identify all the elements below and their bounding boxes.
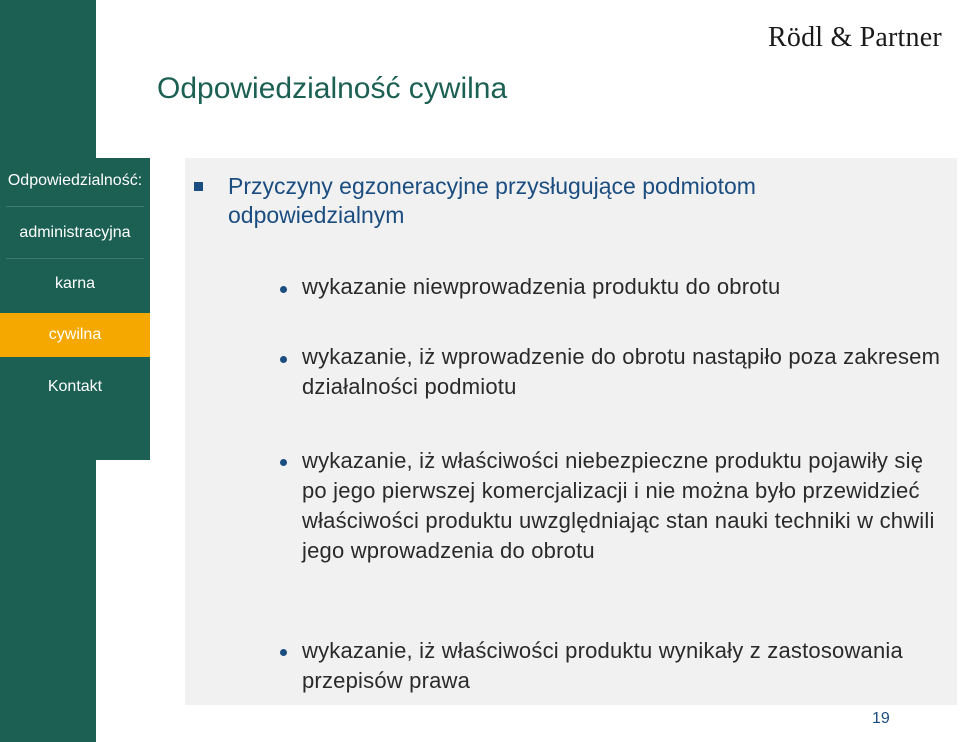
- content-panel: [185, 158, 957, 705]
- page-title: Odpowiedzialność cywilna: [157, 72, 508, 105]
- page-number: 19: [872, 710, 890, 727]
- sidebar-item-karna[interactable]: karna: [54, 275, 96, 292]
- bullet-dot-icon: [280, 356, 287, 363]
- bullet-dot-icon: [280, 459, 287, 466]
- sidebar-item-administracyjna[interactable]: administracyjna: [19, 224, 131, 241]
- sidebar-item-cywilna[interactable]: cywilna: [0, 313, 150, 357]
- nav-divider: [6, 206, 144, 207]
- bullet-dot-icon: [280, 649, 287, 656]
- list-item: wykazanie, iż właściwości niebezpieczne produktu pojawiły się po jego pierwszej komercjalizacji i nie można było przewidzieć właściwości produktu uwzględniając stan nauki techniki w chwili jego wprowadzenia do obrotu: [302, 448, 935, 563]
- square-bullet-icon: [194, 182, 203, 191]
- sidebar-nav: [0, 158, 150, 460]
- section-heading: Przyczyny egzoneracyjne przysługujące podmiotom odpowiedzialnym: [228, 173, 756, 228]
- brand-logo: Rödl & Partner: [768, 22, 942, 53]
- bullet-dot-icon: [280, 286, 287, 293]
- nav-header: Odpowiedzialność:: [7, 172, 143, 189]
- list-item: wykazanie niewprowadzenia produktu do obrotu: [302, 274, 781, 299]
- list-item: wykazanie, iż właściwości produktu wynikały z zastosowania przepisów prawa: [302, 638, 903, 693]
- nav-divider: [6, 258, 144, 259]
- sidebar-item-kontakt[interactable]: Kontakt: [47, 378, 103, 395]
- list-item: wykazanie, iż wprowadzenie do obrotu nastąpiło poza zakresem działalności podmiotu: [302, 344, 941, 399]
